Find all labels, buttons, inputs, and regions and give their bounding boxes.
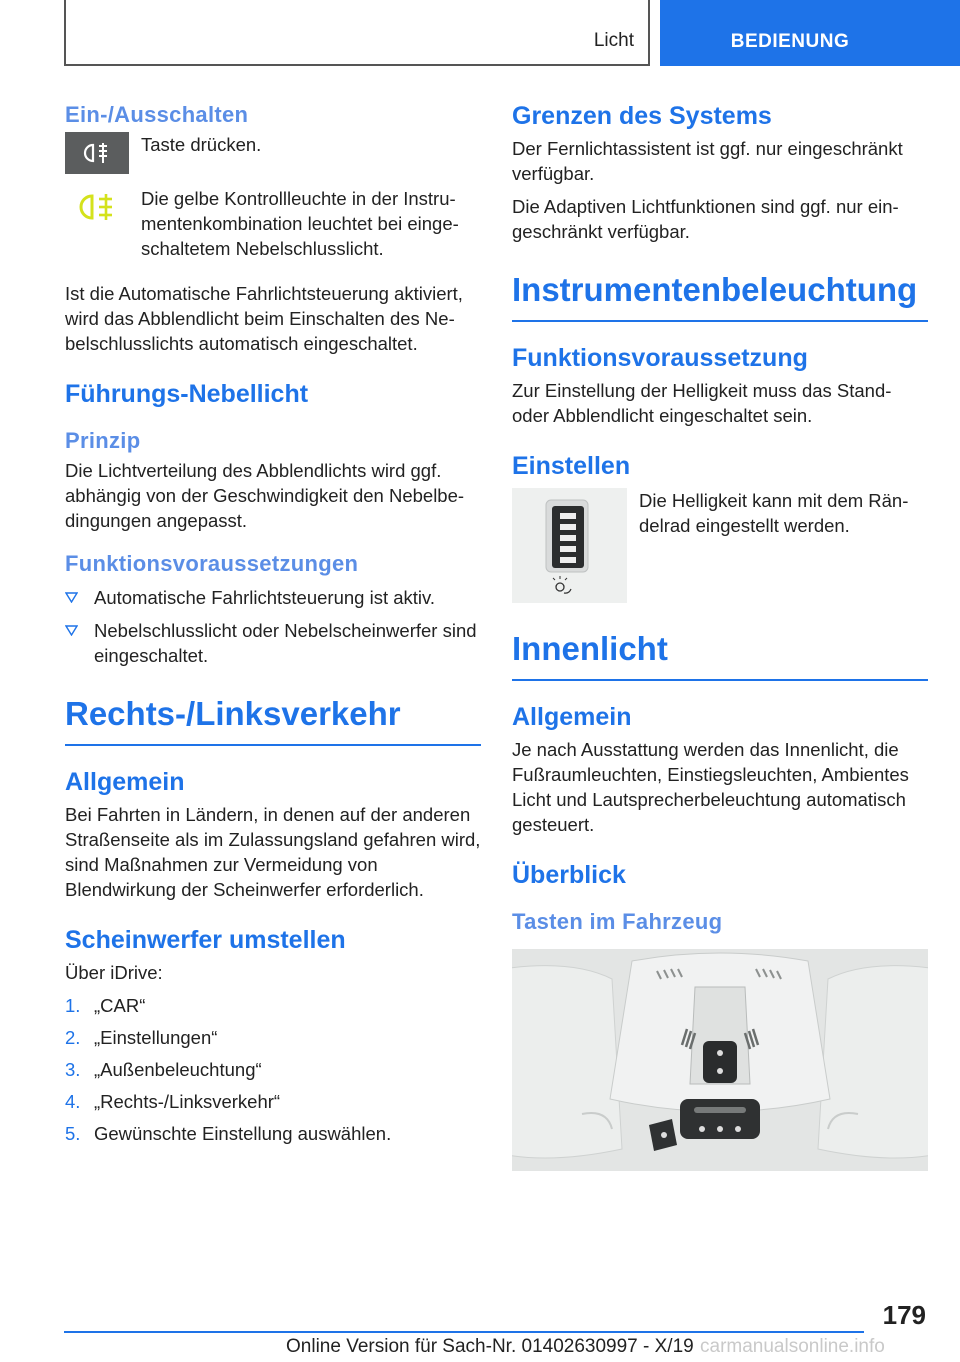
heading-rechts-linksverkehr: Rechts-/Linksverkehr xyxy=(65,694,481,746)
header-chapter-box xyxy=(64,0,650,66)
allgemein-text: Bei Fahrten in Ländern, in denen auf der anderen Straßenseite als im Zulassungsland gefahren wird, sind Maßnahmen zur Vermeidung von Blendwirkung der Scheinwerfer erforderlich. xyxy=(65,804,481,900)
section-title: BEDIENUNG xyxy=(730,31,850,52)
indicator-instruction xyxy=(65,186,481,269)
triangle-bullet-icon xyxy=(65,592,78,603)
heading-instrumentenbeleuchtung: Instrumentenbeleuchtung xyxy=(512,270,928,322)
step-number: 2. xyxy=(65,1027,81,1048)
dimmer-instruction xyxy=(512,488,928,603)
step-number: 3. xyxy=(65,1059,81,1080)
requirements-list xyxy=(65,585,481,668)
step-item xyxy=(65,1025,481,1050)
step-number: 5. xyxy=(65,1123,81,1144)
einstellen-text: Die Helligkeit kann mit dem Rän-delrad eingestellt werden. xyxy=(639,490,909,536)
idrive-intro: Über iDrive: xyxy=(65,962,163,983)
left-column xyxy=(65,100,481,1154)
step-item xyxy=(65,1057,481,1082)
footer-online-version: Online Version für Sach-Nr. 01402630997 - X/19 xyxy=(286,1336,694,1357)
step-number: 4. xyxy=(65,1091,81,1112)
step-number: 1. xyxy=(65,995,81,1016)
step-text: „Außenbeleuchtung“ xyxy=(94,1059,262,1080)
chapter-title: Licht xyxy=(593,30,634,51)
step-text: Gewünschte Einstellung auswählen. xyxy=(94,1123,392,1144)
heading-funktionsvoraussetzung: Funktionsvoraussetzung xyxy=(512,344,808,372)
watermark: carmanualsonline.info xyxy=(700,1336,885,1357)
right-column xyxy=(512,100,928,1171)
heading-scheinwerfer-umstellen: Scheinwerfer umstellen xyxy=(65,926,346,954)
steps-list xyxy=(65,993,481,1146)
heading-grenzen-des-systems: Grenzen des Systems xyxy=(512,102,772,130)
page-number: 179 xyxy=(882,1300,926,1330)
section-tab xyxy=(660,0,960,66)
rear-fog-indicator-icon xyxy=(65,186,129,228)
list-item xyxy=(65,585,481,610)
thumbwheel-image xyxy=(512,488,627,603)
heading-allgemein: Allgemein xyxy=(65,768,185,796)
step-text: „Einstellungen“ xyxy=(94,1027,218,1048)
step-text: „Rechts-/Linksverkehr“ xyxy=(94,1091,281,1112)
list-item-text: Automatische Fahrlichtsteuerung ist aktiv. xyxy=(94,587,436,608)
heading-fuehrungs-nebellicht: Führungs-Nebellicht xyxy=(65,380,309,408)
heading-allgemein-innenlicht: Allgemein xyxy=(512,703,632,731)
innenlicht-text: Je nach Ausstattung werden das Innenlicht, die Fußraumleuchten, Einstiegsleuchten, Ambientes Licht und Lautsprecherbeleuchtung automatisch gesteuert. xyxy=(512,739,909,835)
heading-prinzip: Prinzip xyxy=(65,428,141,453)
heading-einstellen: Einstellen xyxy=(512,452,631,480)
grenzen-text-1: Der Fernlichtassistent ist ggf. nur eingeschränkt verfügbar. xyxy=(512,138,903,184)
heading-ueberblick: Überblick xyxy=(512,861,626,889)
button-instruction xyxy=(65,132,481,174)
heading-ein-ausschalten: Ein-/Ausschalten xyxy=(65,102,249,127)
funktionsvoraussetzung-text: Zur Einstellung der Helligkeit muss das Stand-oder Abblendlicht eingeschaltet sein. xyxy=(512,380,892,426)
indicator-text: Die gelbe Kontrollleuchte in der Instru-mentenkombination leuchtet bei einge-schaltetem Nebelschlusslicht. xyxy=(141,188,459,259)
grenzen-text-2: Die Adaptiven Lichtfunktionen sind ggf. nur ein-geschränkt verfügbar. xyxy=(512,196,899,242)
heading-innenlicht: Innenlicht xyxy=(512,629,928,681)
triangle-bullet-icon xyxy=(65,625,78,636)
auto-lighting-text: Ist die Automatische Fahrlichtsteuerung aktiviert, wird das Abblendlicht beim Einschalten des Ne-belschlusslichts automatisch eingeschaltet. xyxy=(65,283,463,354)
step-item xyxy=(65,1089,481,1114)
list-item-text: Nebelschlusslicht oder Nebelscheinwerfer sind eingeschaltet. xyxy=(94,620,477,666)
prinzip-text: Die Lichtverteilung des Abblendlichts wird ggf. abhängig von der Geschwindigkeit den Nebelbe-dingungen angepasst. xyxy=(65,460,465,531)
list-item xyxy=(65,618,481,668)
fog-light-button-icon xyxy=(65,132,129,174)
step-item xyxy=(65,1121,481,1146)
heading-funktionsvoraussetzungen: Funktionsvoraussetzungen xyxy=(65,551,359,576)
step-text: „CAR“ xyxy=(94,995,146,1016)
heading-tasten-im-fahrzeug: Tasten im Fahrzeug xyxy=(512,909,723,934)
overhead-console-image xyxy=(512,949,928,1171)
press-button-text: Taste drücken. xyxy=(141,134,262,155)
step-item xyxy=(65,993,481,1018)
footer-divider xyxy=(64,1331,864,1333)
